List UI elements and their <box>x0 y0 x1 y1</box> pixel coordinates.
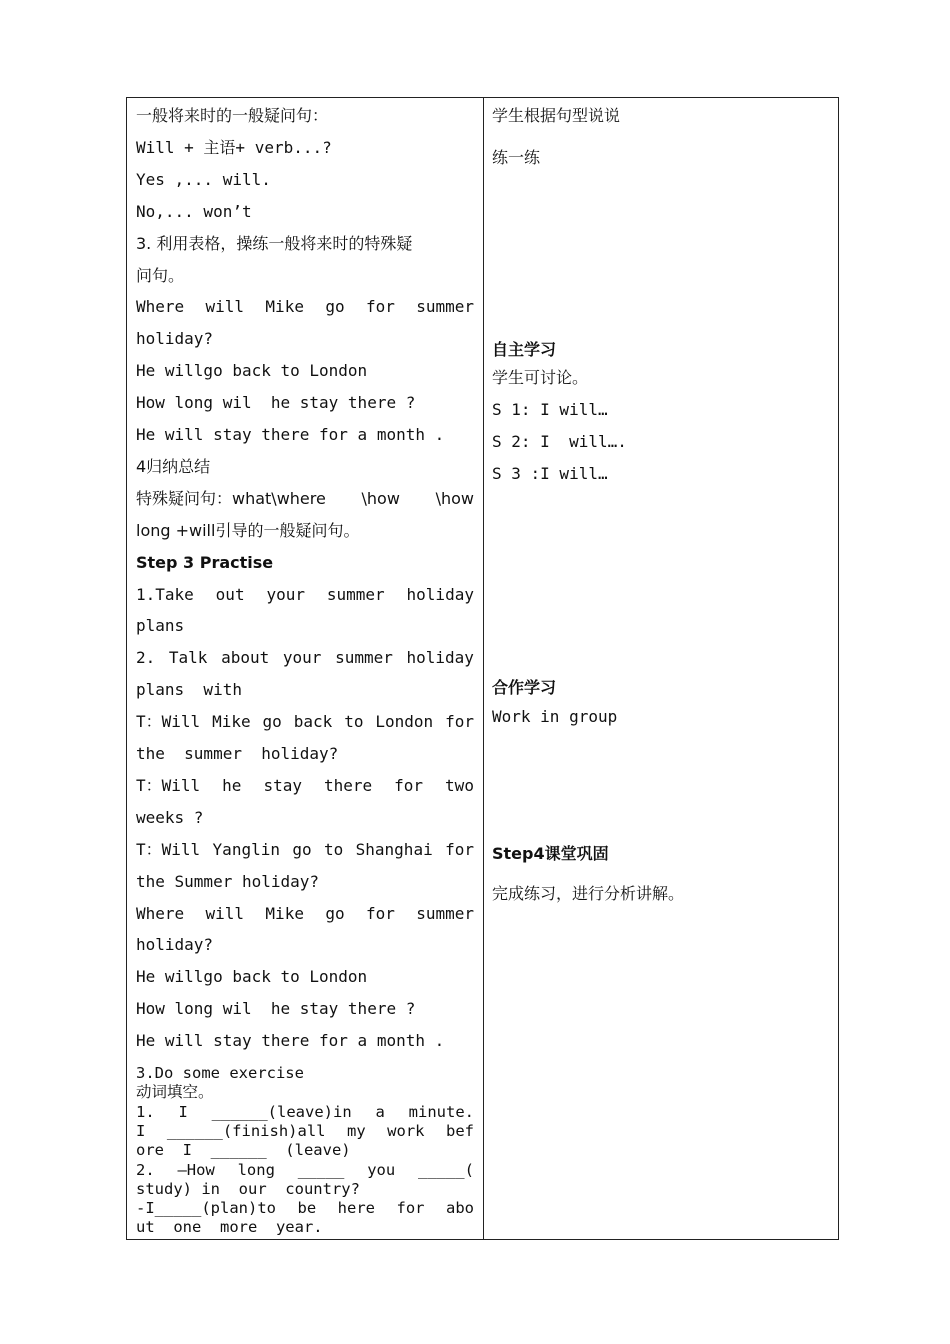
word: Mike <box>265 297 304 317</box>
section-title-cooperative: 合作学习 <box>492 678 557 697</box>
word: Mike <box>212 712 251 732</box>
word: Talk <box>168 648 208 668</box>
text-line: Yes ,... will. <box>136 169 271 189</box>
word: for <box>365 903 395 923</box>
text-line <box>136 647 474 669</box>
word: ______(finish)all <box>166 1121 326 1140</box>
cooperative-note: Work in group <box>492 707 618 726</box>
text-line: He willgo back to London <box>136 361 368 381</box>
word: Yanglin <box>212 839 280 859</box>
student-line-1: S 1: I will… <box>492 400 608 419</box>
text-line <box>136 296 474 318</box>
word: Mike <box>265 903 304 923</box>
word: you <box>367 1160 396 1179</box>
word: stay <box>263 775 302 795</box>
right-text-2: 练一练 <box>492 148 541 167</box>
word: T：Will <box>136 839 201 859</box>
word: go <box>325 903 345 923</box>
word: he <box>222 775 242 795</box>
text-line: 动词填空。 <box>136 1083 214 1102</box>
word: 2. <box>136 1160 155 1179</box>
word: work <box>387 1121 425 1140</box>
text-line <box>136 775 474 797</box>
text-line <box>136 711 474 733</box>
text-line: 4归纳总结 <box>136 456 211 476</box>
word: Shanghai <box>355 839 433 859</box>
word: holiday <box>406 648 474 668</box>
word: here <box>337 1199 375 1218</box>
text-line: holiday? <box>136 935 214 955</box>
word: for <box>445 712 474 732</box>
text-line: plans <box>136 616 185 636</box>
word: a <box>375 1102 385 1121</box>
word: go <box>325 297 345 317</box>
word: will <box>205 903 245 923</box>
word: -I_____(plan)to <box>136 1199 276 1218</box>
word: \how <box>435 488 474 508</box>
text-line: 3.Do some exercise <box>136 1064 304 1082</box>
word: your <box>266 584 305 604</box>
student-line-3: S 3 :I will… <box>492 464 608 483</box>
text-line: the Summer holiday? <box>136 871 320 891</box>
word: 1.Take <box>136 584 194 604</box>
column-divider <box>483 97 484 1240</box>
text-line: long +will引导的一般疑问句。 <box>136 520 360 540</box>
text-line: ore I ______ (leave) <box>136 1141 351 1160</box>
self-study-note: 学生可讨论。 <box>492 368 589 387</box>
word: I <box>136 1121 146 1140</box>
word: T：Will <box>136 775 201 795</box>
word: London <box>375 712 434 732</box>
word: ______(leave)in <box>211 1102 352 1121</box>
text-line <box>136 488 474 510</box>
step4-note: 完成练习，进行分析讲解。 <box>492 884 685 903</box>
section-title-self-study: 自主学习 <box>492 340 557 359</box>
word: minute. <box>408 1102 474 1121</box>
text-line: He will stay there for a month . <box>136 1031 445 1051</box>
word: Where <box>136 297 185 317</box>
word: summer <box>335 648 393 668</box>
text-line <box>136 903 474 925</box>
word: my <box>346 1121 366 1140</box>
text-line: study) in our country? <box>136 1179 360 1198</box>
word: there <box>323 775 373 795</box>
word: bef <box>445 1121 474 1140</box>
word: \how <box>361 488 400 508</box>
text-line: holiday? <box>136 329 214 349</box>
section-title-step4: Step4课堂巩固 <box>492 844 609 863</box>
word: out <box>215 584 245 604</box>
text-line: plans with <box>136 680 242 700</box>
text-line: 3. 利用表格，操练一般将来时的特殊疑 <box>136 233 413 253</box>
text-line: 一般将来时的一般疑问句： <box>136 106 329 125</box>
word: summer <box>326 584 385 604</box>
word: holiday <box>406 584 474 604</box>
text-line: He willgo back to London <box>136 967 368 987</box>
word: two <box>445 775 474 795</box>
word: will <box>205 297 245 317</box>
word: back <box>293 712 333 732</box>
word: for <box>365 297 395 317</box>
right-text-1: 学生根据句型说说 <box>492 106 621 125</box>
word: Where <box>136 903 185 923</box>
word: for <box>394 775 424 795</box>
text-line <box>136 1199 474 1218</box>
text-line: weeks ? <box>136 807 204 827</box>
word: summer <box>416 903 474 923</box>
word: to <box>324 839 344 859</box>
text-line: Will + 主语+ verb...? <box>136 137 332 157</box>
word: about <box>221 648 270 668</box>
text-line <box>136 1161 474 1180</box>
word: abo <box>445 1199 474 1218</box>
word: long <box>237 1160 275 1179</box>
word: go <box>262 712 282 732</box>
text-line: ut one more year. <box>136 1218 323 1237</box>
text-line <box>136 584 474 606</box>
text-line: 问句。 <box>136 265 185 285</box>
text-line: Step 3 Practise <box>136 552 274 572</box>
text-line <box>136 1122 474 1141</box>
word: go <box>292 839 312 859</box>
word: 1. <box>136 1102 155 1121</box>
student-line-2: S 2: I will…. <box>492 432 627 451</box>
word: 特殊疑问句：what\where <box>136 488 326 508</box>
word: 2. <box>136 648 156 668</box>
text-line: No,... won’t <box>136 201 252 221</box>
word: _____ <box>297 1160 345 1179</box>
word: _____( <box>417 1160 474 1179</box>
word: T：Will <box>136 712 201 732</box>
text-line <box>136 1103 474 1122</box>
text-line <box>136 839 474 861</box>
text-line: How long wil he stay there ? <box>136 393 416 413</box>
word: your <box>282 648 322 668</box>
text-line: the summer holiday? <box>136 744 339 763</box>
text-line: How long wil he stay there ? <box>136 999 416 1019</box>
word: summer <box>416 297 474 317</box>
word: to <box>344 712 364 732</box>
text-line: He will stay there for a month . <box>136 425 445 444</box>
word: I <box>178 1102 188 1121</box>
word: —How <box>177 1160 215 1179</box>
word: be <box>297 1199 317 1218</box>
word: for <box>445 839 474 859</box>
word: for <box>396 1199 425 1218</box>
